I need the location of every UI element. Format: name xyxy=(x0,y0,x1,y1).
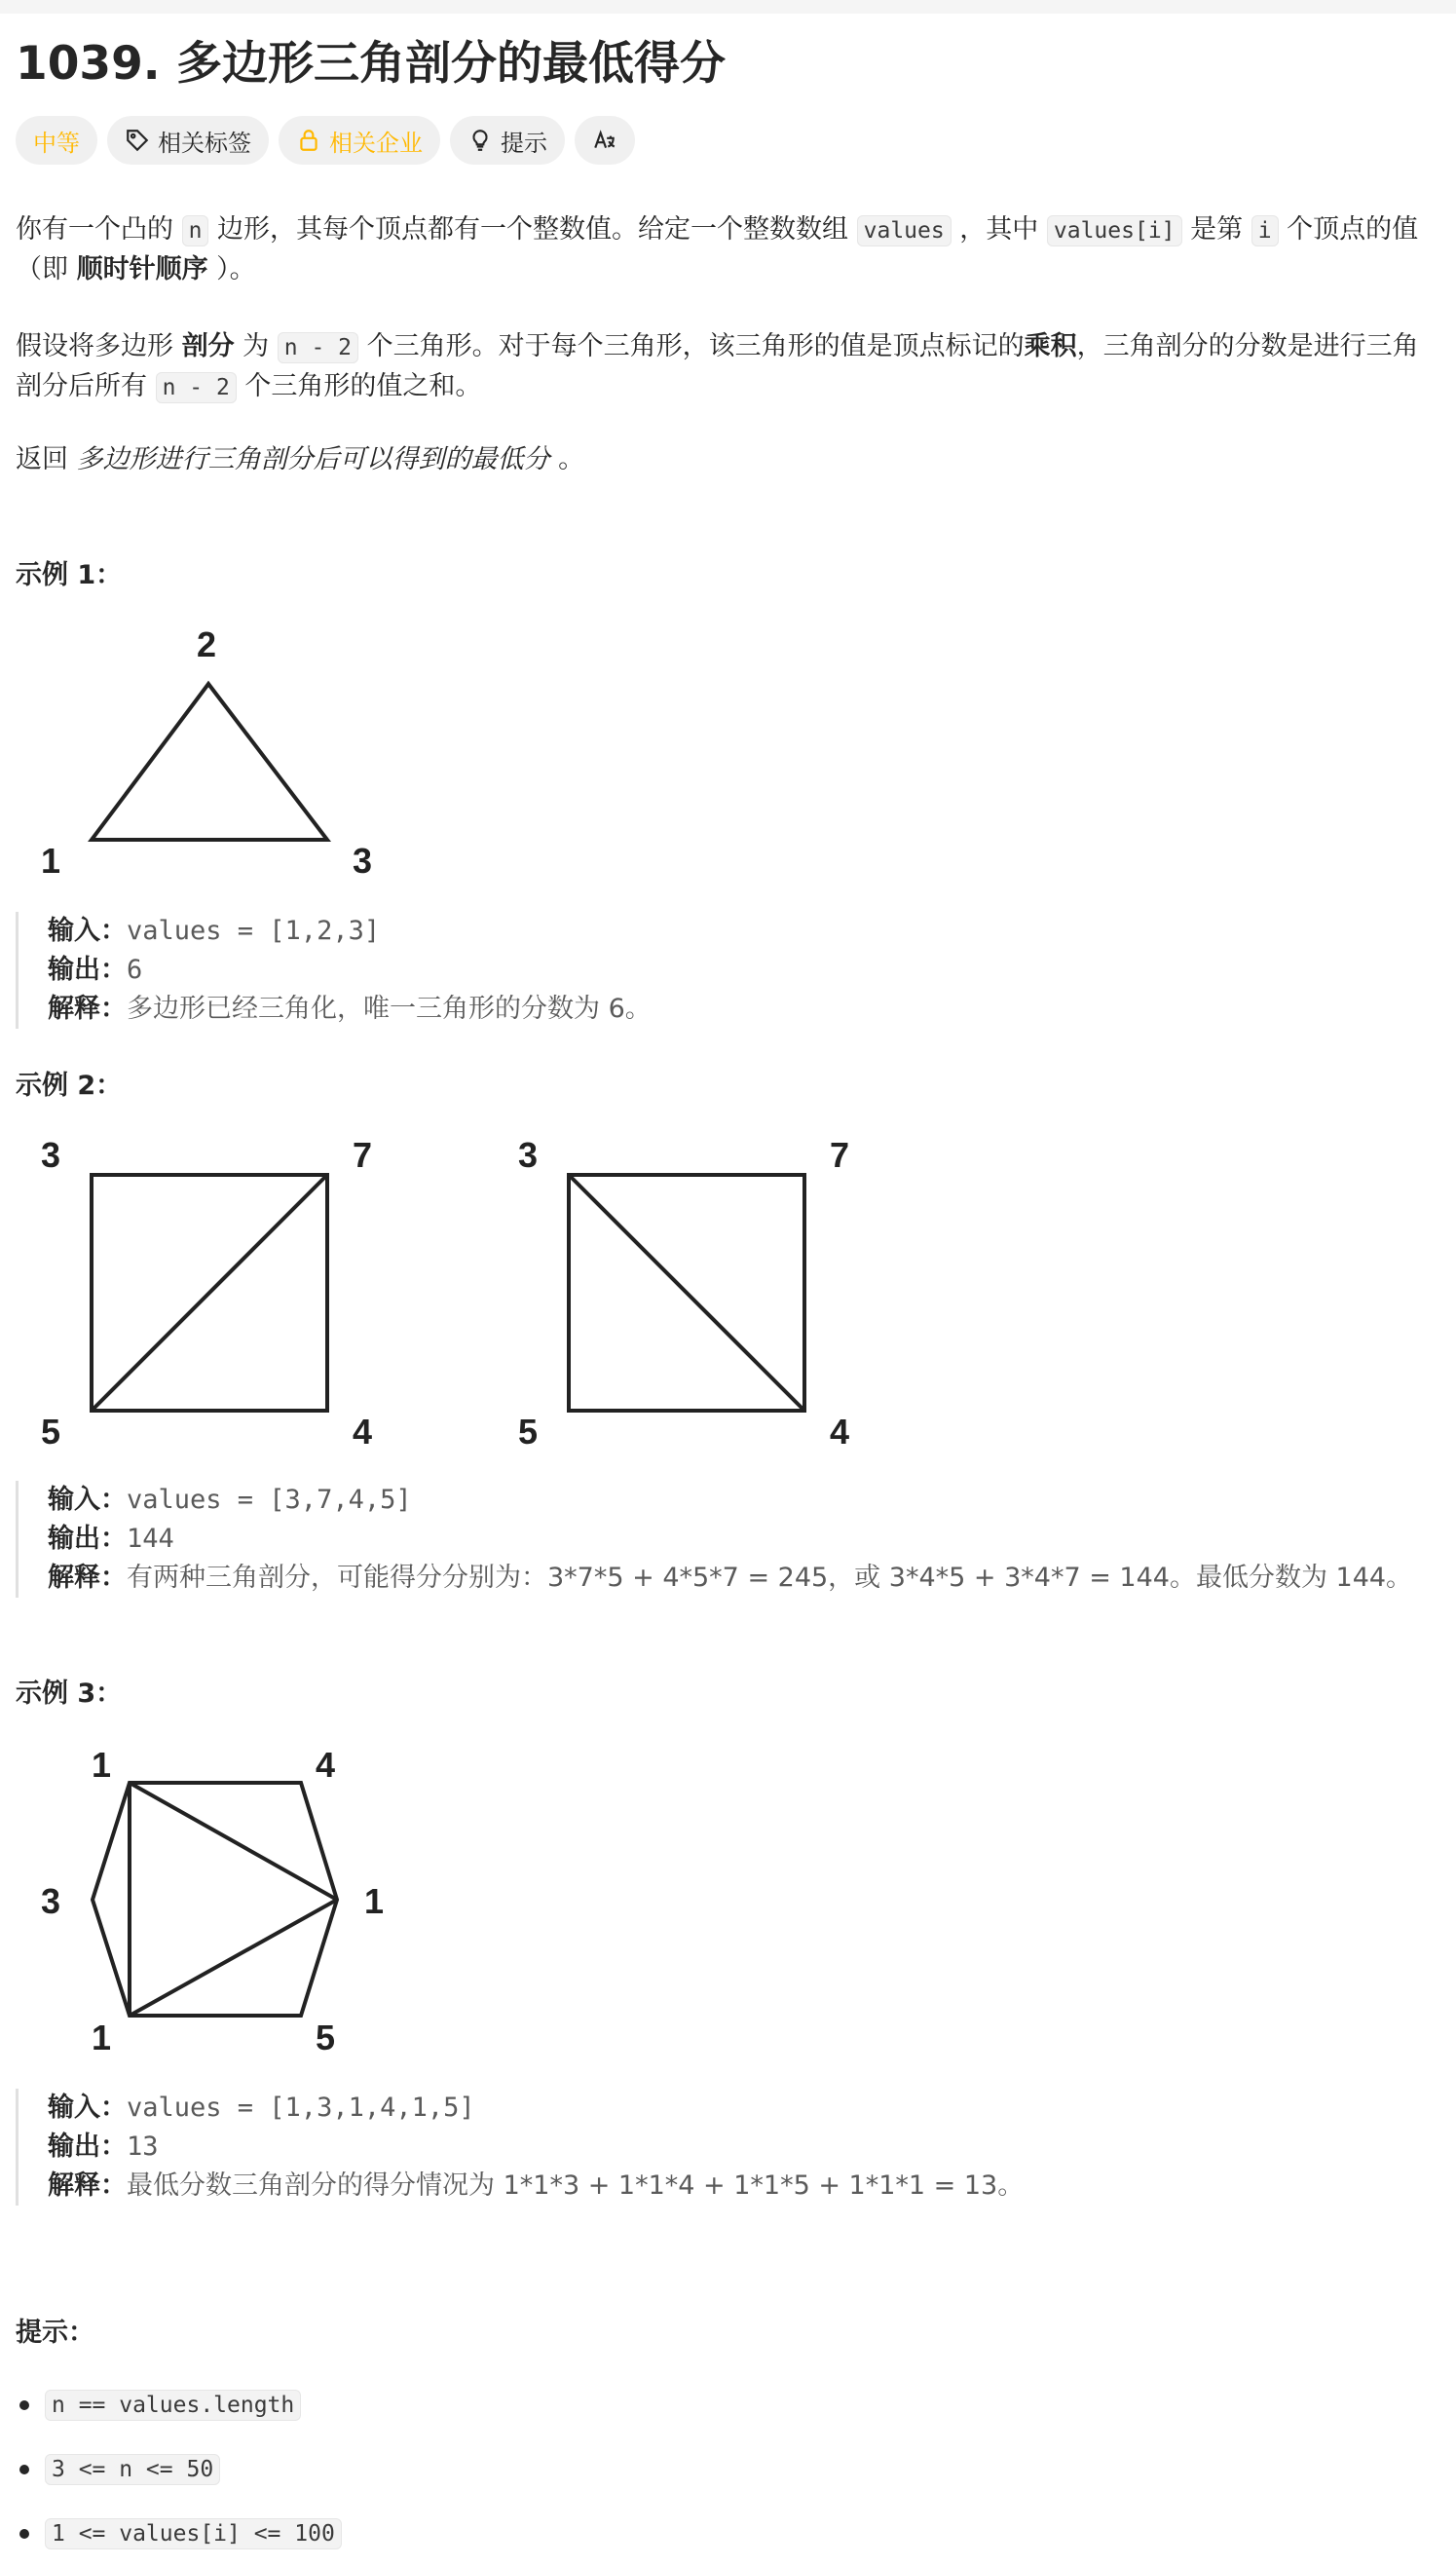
top-bar xyxy=(0,0,1456,14)
vertex-label: 1 xyxy=(41,841,61,881)
vertex-label: 7 xyxy=(353,1135,373,1175)
constraint-item: 3 <= n <= 50 xyxy=(16,2437,342,2502)
vertex-label: 4 xyxy=(316,1745,336,1785)
example-1-title: 示例 1： xyxy=(16,560,123,590)
vertex-label: 2 xyxy=(197,624,217,664)
example-3-output: 13 xyxy=(127,2132,159,2162)
related-tags-button[interactable] xyxy=(107,116,269,165)
vertex-label: 3 xyxy=(518,1135,539,1175)
code-n: n xyxy=(182,215,209,246)
description-paragraph-2: 假设将多边形 剖分 为 n - 2 个三角形。对于每个三角形，该三角形的值是顶点标记的乘积，三角剖分的分数是进行三角剖分后所有 n - 2 个三角形的值之和。 xyxy=(16,331,1419,401)
vertex-label: 4 xyxy=(830,1412,850,1452)
hint-label: 提示 xyxy=(501,129,547,157)
example-2-figure xyxy=(16,1124,892,1455)
triangle-shape xyxy=(92,684,327,840)
constraints-list xyxy=(16,2373,342,2566)
example-2-explain: 有两种三角剖分，可能得分分别为：3*7*5 + 4*5*7 = 245，或 3*4*5 + 3*4*7 = 144。最低分数为 144。 xyxy=(127,1563,1413,1593)
vertex-label: 3 xyxy=(41,1135,61,1175)
problem-title: 1039. 多边形三角剖分的最低得分 xyxy=(16,37,727,91)
example-2-title: 示例 2： xyxy=(16,1071,123,1101)
example-2-output: 144 xyxy=(127,1524,174,1554)
vertex-label: 3 xyxy=(353,841,373,881)
example-3-explain: 最低分数三角剖分的得分情况为 1*1*3 + 1*1*4 + 1*1*5 + 1*1*1 = 13。 xyxy=(127,2170,1025,2201)
vertex-label: 3 xyxy=(41,1881,61,1921)
example-1-input: values = [1,2,3] xyxy=(127,916,381,946)
example-3-input: values = [1,3,1,4,1,5] xyxy=(127,2093,475,2123)
problem-description xyxy=(0,23,1456,2547)
constraints-title: 提示： xyxy=(16,2318,94,2348)
vertex-label: 1 xyxy=(92,2018,112,2057)
vertex-label: 7 xyxy=(830,1135,850,1175)
related-tags-label: 相关标签 xyxy=(158,129,251,157)
translate-button[interactable] xyxy=(575,116,635,165)
description-paragraph-3: 返回 多边形进行三角剖分后可以得到的最低分 。 xyxy=(16,444,585,474)
translate-icon xyxy=(592,128,617,153)
code-n-minus-2: n - 2 xyxy=(278,332,358,363)
example-1-io: 输入：values = [1,2,3] 输出：6 解释：多边形已经三角化，唯一三角形的分数为 6。 xyxy=(16,912,652,1029)
example-2-input: values = [3,7,4,5] xyxy=(127,1485,412,1515)
lock-icon xyxy=(296,128,321,153)
related-companies-label: 相关企业 xyxy=(329,129,423,157)
example-3-figure xyxy=(16,1738,425,2069)
code-values: values xyxy=(857,215,952,246)
vertex-label: 1 xyxy=(364,1881,385,1921)
vertex-label: 5 xyxy=(41,1412,61,1452)
example-3-title: 示例 3： xyxy=(16,1679,123,1709)
lightbulb-icon xyxy=(467,128,493,153)
constraint-item: 1 <= values[i] <= 100 xyxy=(16,2502,342,2566)
vertex-label: 5 xyxy=(316,2018,336,2057)
tag-icon xyxy=(125,128,150,153)
related-companies-button[interactable] xyxy=(279,116,440,165)
hint-button[interactable] xyxy=(450,116,565,165)
vertex-label: 1 xyxy=(92,1745,112,1785)
difficulty-label: 中等 xyxy=(33,129,80,157)
example-2-io: 输入：values = [3,7,4,5] 输出：144 解释：有两种三角剖分，可能得分分别为：3*7*5 + 4*5*7 = 245，或 3*4*5 + 3*4*7 = 144。最低分数为 144。 xyxy=(16,1481,1450,1598)
example-3-io: 输入：values = [1,3,1,4,1,5] 输出：13 解释：最低分数三角剖分的得分情况为 1*1*3 + 1*1*4 + 1*1*5 + 1*1*1 = 13。 xyxy=(16,2089,1024,2206)
description-paragraph-1: 你有一个凸的 n 边形，其每个顶点都有一个整数值。给定一个整数数组 values ，其中 values[i] 是第 i 个顶点的值（即 顺时针顺序 ）。 xyxy=(16,214,1419,284)
constraint-item: n == values.length xyxy=(16,2373,342,2437)
vertex-label: 4 xyxy=(353,1412,373,1452)
example-1-output: 6 xyxy=(127,955,143,985)
example-1-figure xyxy=(16,618,395,890)
code-n-minus-2-b: n - 2 xyxy=(156,372,237,403)
tag-row xyxy=(16,115,1440,166)
vertex-label: 5 xyxy=(518,1412,539,1452)
difficulty-badge[interactable] xyxy=(16,116,97,165)
example-1-explain: 多边形已经三角化，唯一三角形的分数为 6。 xyxy=(127,994,652,1024)
code-values-i: values[i] xyxy=(1047,215,1182,246)
code-i: i xyxy=(1251,215,1279,246)
